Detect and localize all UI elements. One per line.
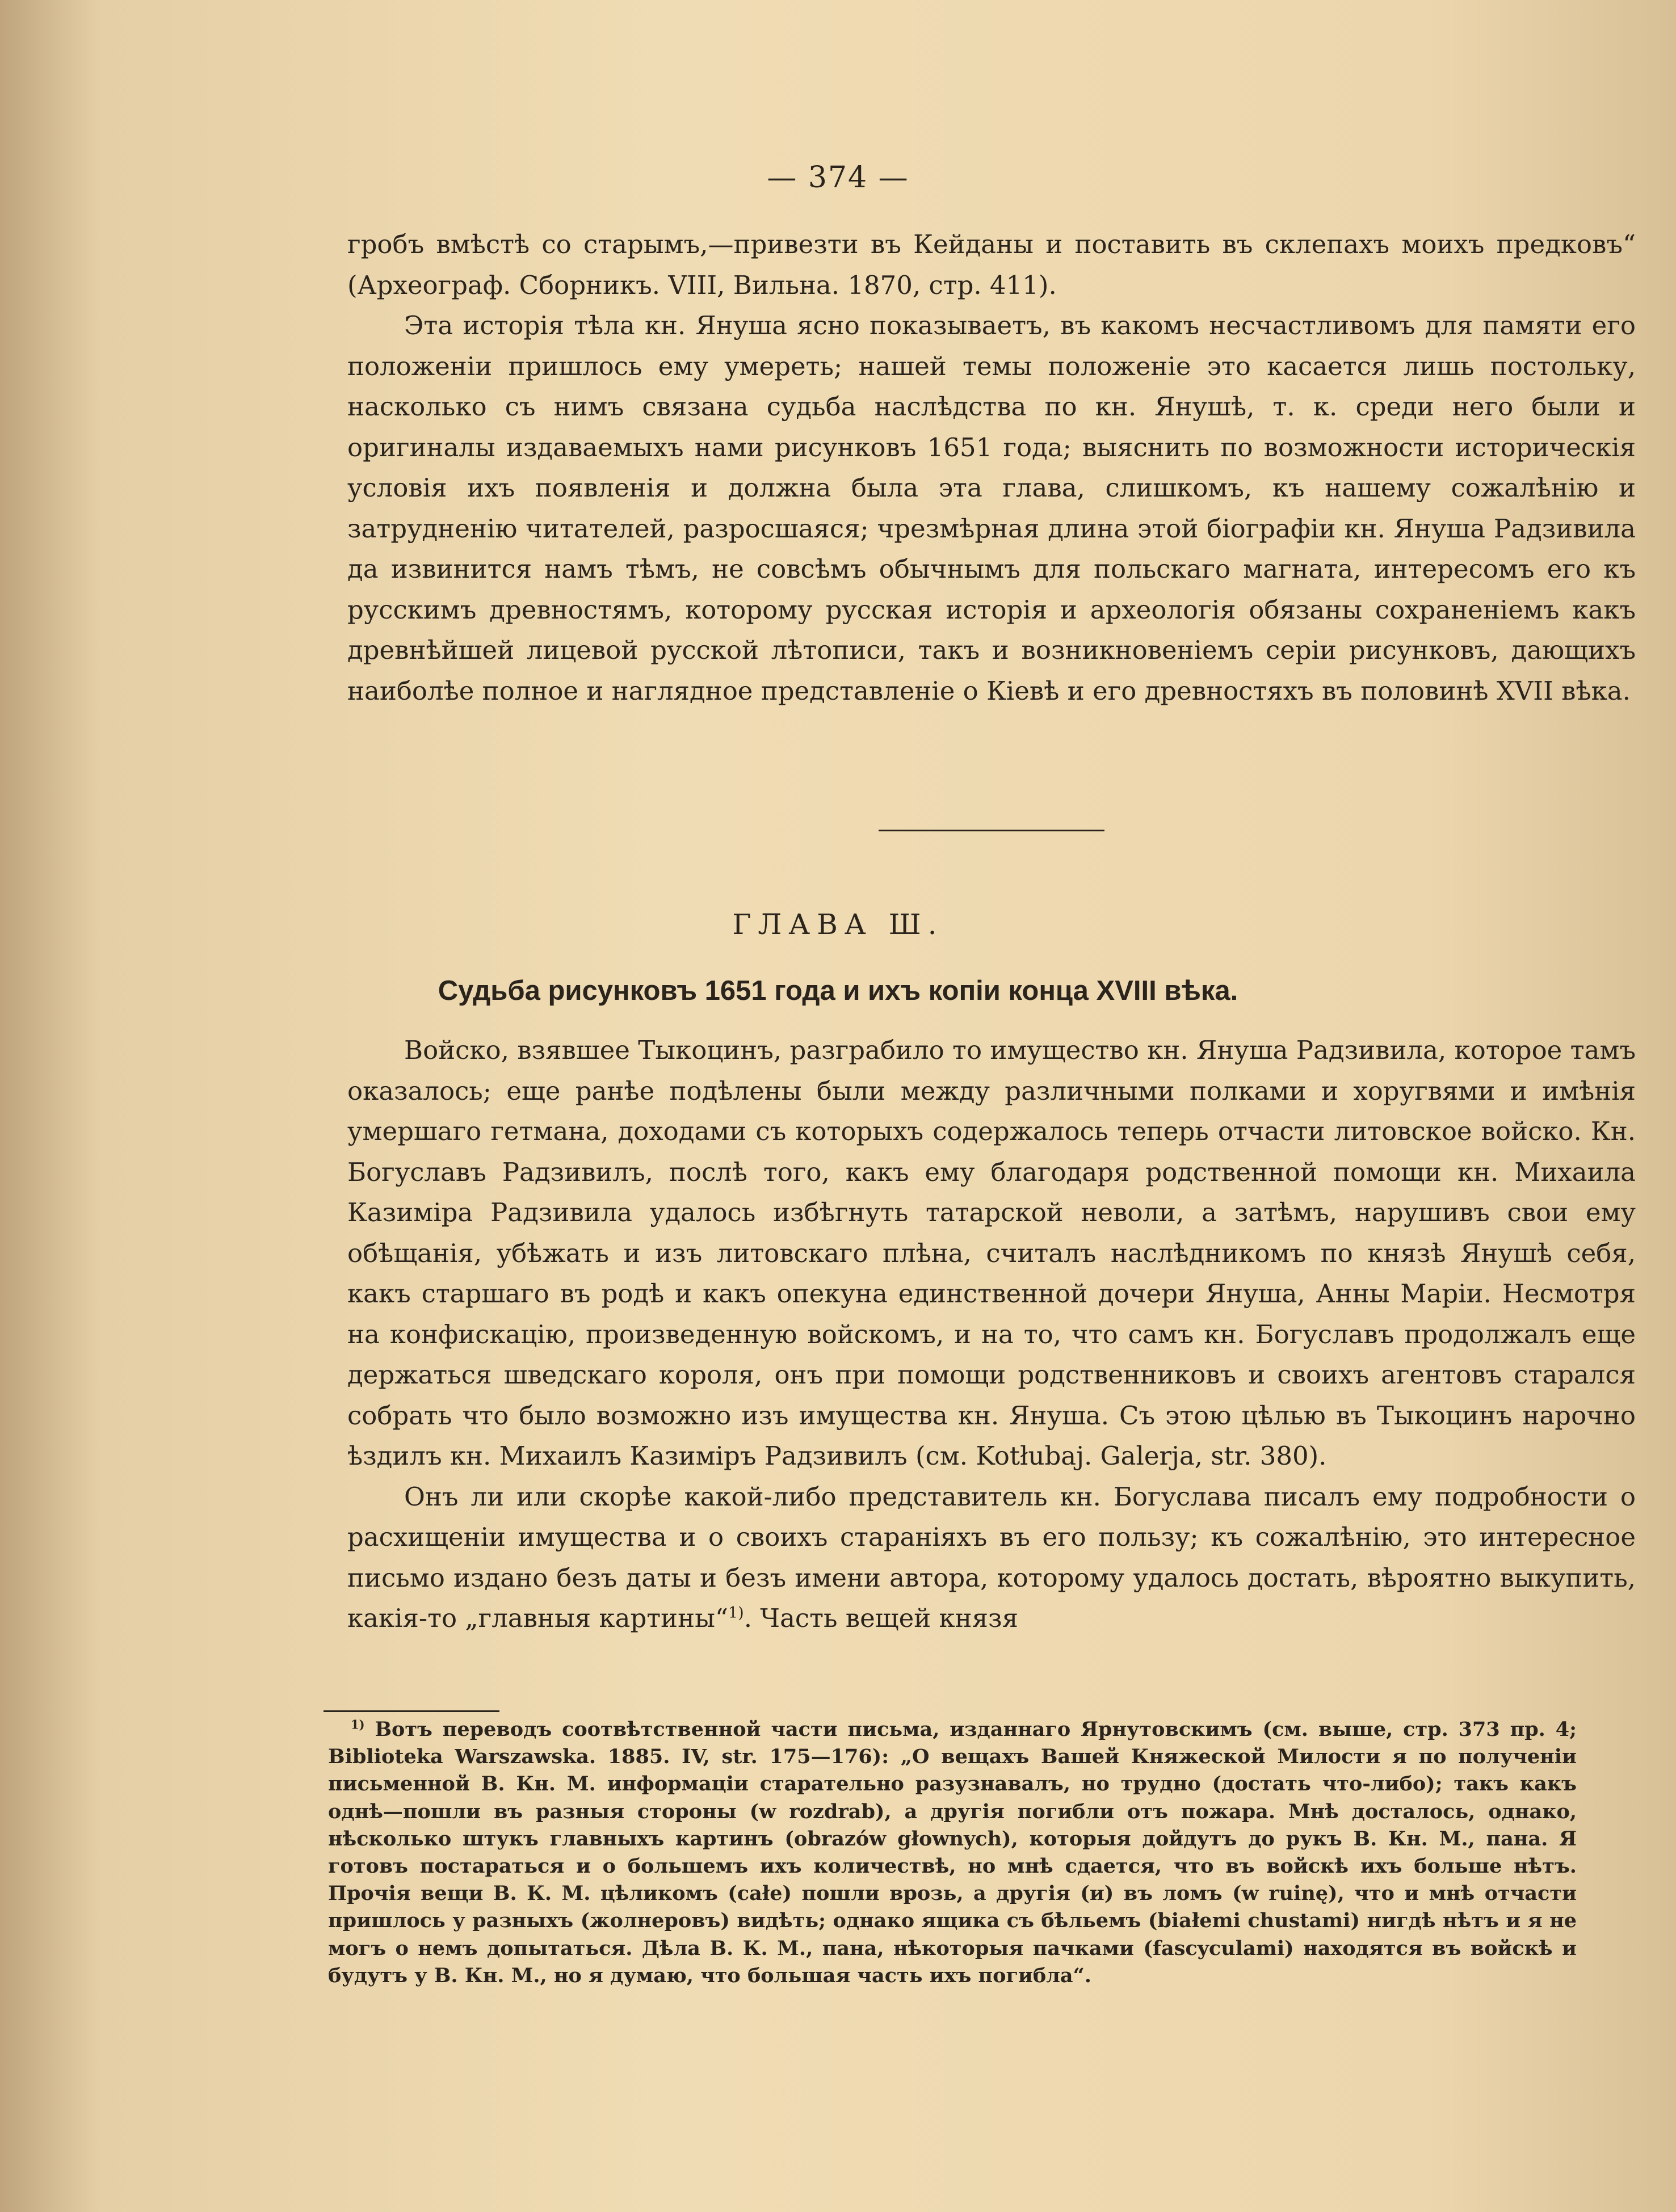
paragraph-letter-text: Онъ ли или скорѣе какой-либо представитель кн. Богуслава писалъ ему подробности о расхищеніи имущества и о своихъ стараніяхъ въ его пользу; къ сожалѣнію, это интересное письмо издано безъ даты и безъ имени автора, которому удалось достать, вѣроятно выкупить, какія-то „главныя картины“ xyxy=(347,1481,1636,1633)
paragraph-letter-end: . Часть вещей князя xyxy=(744,1603,1018,1633)
chapter-title: Судьба рисунковъ 1651 года и ихъ копіи конца XVIII вѣка. xyxy=(438,975,1238,1006)
top-text-block xyxy=(347,224,1636,711)
section-divider xyxy=(879,830,1104,831)
chapter-label: ГЛАВА Ш. xyxy=(732,908,944,941)
paragraph-letter xyxy=(347,1477,1636,1639)
footnote-mark: 1) xyxy=(351,1717,365,1732)
paragraph-army: Войско, взявшее Тыкоцинъ, разграбило то имущество кн. Януша Радзивила, которое тамъ оказалось; еще ранѣе подѣлены были между различными полками и хоругвями и имѣнія умершаго гетмана, доходами съ которыхъ содержалось теперь отчасти литовское войско. Кн. Богуславъ Радзивилъ, послѣ того, какъ ему благодаря родственной помощи кн. Михаила Казиміра Радзивила удалось избѣгнуть татарской неволи, а затѣмъ, нарушивъ свои ему обѣщанія, убѣжать и изъ литовскаго плѣна, считалъ наслѣдникомъ по князѣ Янушѣ себя, какъ старшаго въ родѣ и какъ опекуна единственной дочери Януша, Анны Маріи. Несмотря на конфискацію, произведенную войскомъ, и на то, что самъ кн. Богуславъ продолжалъ еще держаться шведскаго короля, онъ при помощи родственниковъ и своихъ агентовъ старался собрать что было возможно изъ имущества кн. Януша. Съ этою цѣлью въ Тыкоцинъ нарочно ѣздилъ кн. Михаилъ Казиміръ Радзивилъ (см. Kotłubaj. Galerja, str. 380). xyxy=(347,1035,1636,1471)
footnote-text: Вотъ переводъ соотвѣтственной части письма, изданнаго Ярнутовскимъ (см. выше, стр. 373 пр. 4; Biblioteka Warszawska. 1885. IV, str. 175—176): „О вещахъ Вашей Княжеской Милости я по полученіи письменной В. Кн. М. информаціи старательно разузнавалъ, но трудно (достать что-либо); такъ какъ однѣ—пошли въ разныя стороны (w rozdrab), а другія погибли отъ пожара. Мнѣ досталось, однако, нѣсколько штукъ главныхъ картинъ (obrazów głownych), которыя дойдутъ до рукъ В. Кн. М., пана. Я готовъ постараться и о большемъ ихъ количествѣ, но мнѣ сдается, что въ войскѣ ихъ больше нѣтъ. Прочія вещи В. К. М. цѣликомъ (całe) пошли врозь, а другія (и) въ ломъ (w ruinę), что и мнѣ отчасти пришлось у разныхъ (жолнеровъ) видѣть; однако ящика съ бѣльемъ (białemi chustami) нигдѣ нѣтъ и я не могъ о немъ допытаться. Дѣла В. К. М., пана, нѣкоторыя пачками (fascyculami) находятся въ войскѣ и будутъ у В. Кн. М., но я думаю, что большая часть ихъ погибла“. xyxy=(328,1718,1577,1987)
footnote-reference: 1) xyxy=(728,1604,744,1622)
paragraph-continuation: гробъ вмѣстѣ со старымъ,—привезти въ Кейданы и поставить въ склепахъ моихъ предковъ“ (Археограф. Сборникъ. VIII, Вильна. 1870, стр. 411). xyxy=(347,229,1636,300)
paragraph-history: Эта исторія тѣла кн. Януша ясно показываетъ, въ какомъ несчастливомъ для памяти его положеніи пришлось ему умереть; нашей темы положеніе это касается лишь постольку, насколько съ нимъ связана судьба наслѣдства по кн. Янушѣ, т. к. среди него были и оригиналы издаваемыхъ нами рисунковъ 1651 года; выяснить по возможности историческія условія ихъ появленія и должна была эта глава, слишкомъ, къ нашему сожалѣнію и затрудненію читателей, разросшаяся; чрезмѣрная длина этой біографіи кн. Януша Радзивила да извинится намъ тѣмъ, не совсѣмъ обычнымъ для польскаго магната, интересомъ его къ русскимъ древностямъ, которому русская исторія и археологія обязаны сохраненіемъ какъ древнѣйшей лицевой русской лѣтописи, такъ и возникновеніемъ серіи рисунковъ, дающихъ наиболѣе полное и наглядное представленіе о Кіевѣ и его древностяхъ въ половинѣ XVII вѣка. xyxy=(347,310,1636,706)
page-number: — 374 — xyxy=(767,161,909,195)
chapter-body xyxy=(347,1030,1636,1639)
footnote-divider xyxy=(324,1710,499,1712)
footnote-paragraph xyxy=(328,1716,1577,1990)
footnote xyxy=(328,1716,1577,1990)
